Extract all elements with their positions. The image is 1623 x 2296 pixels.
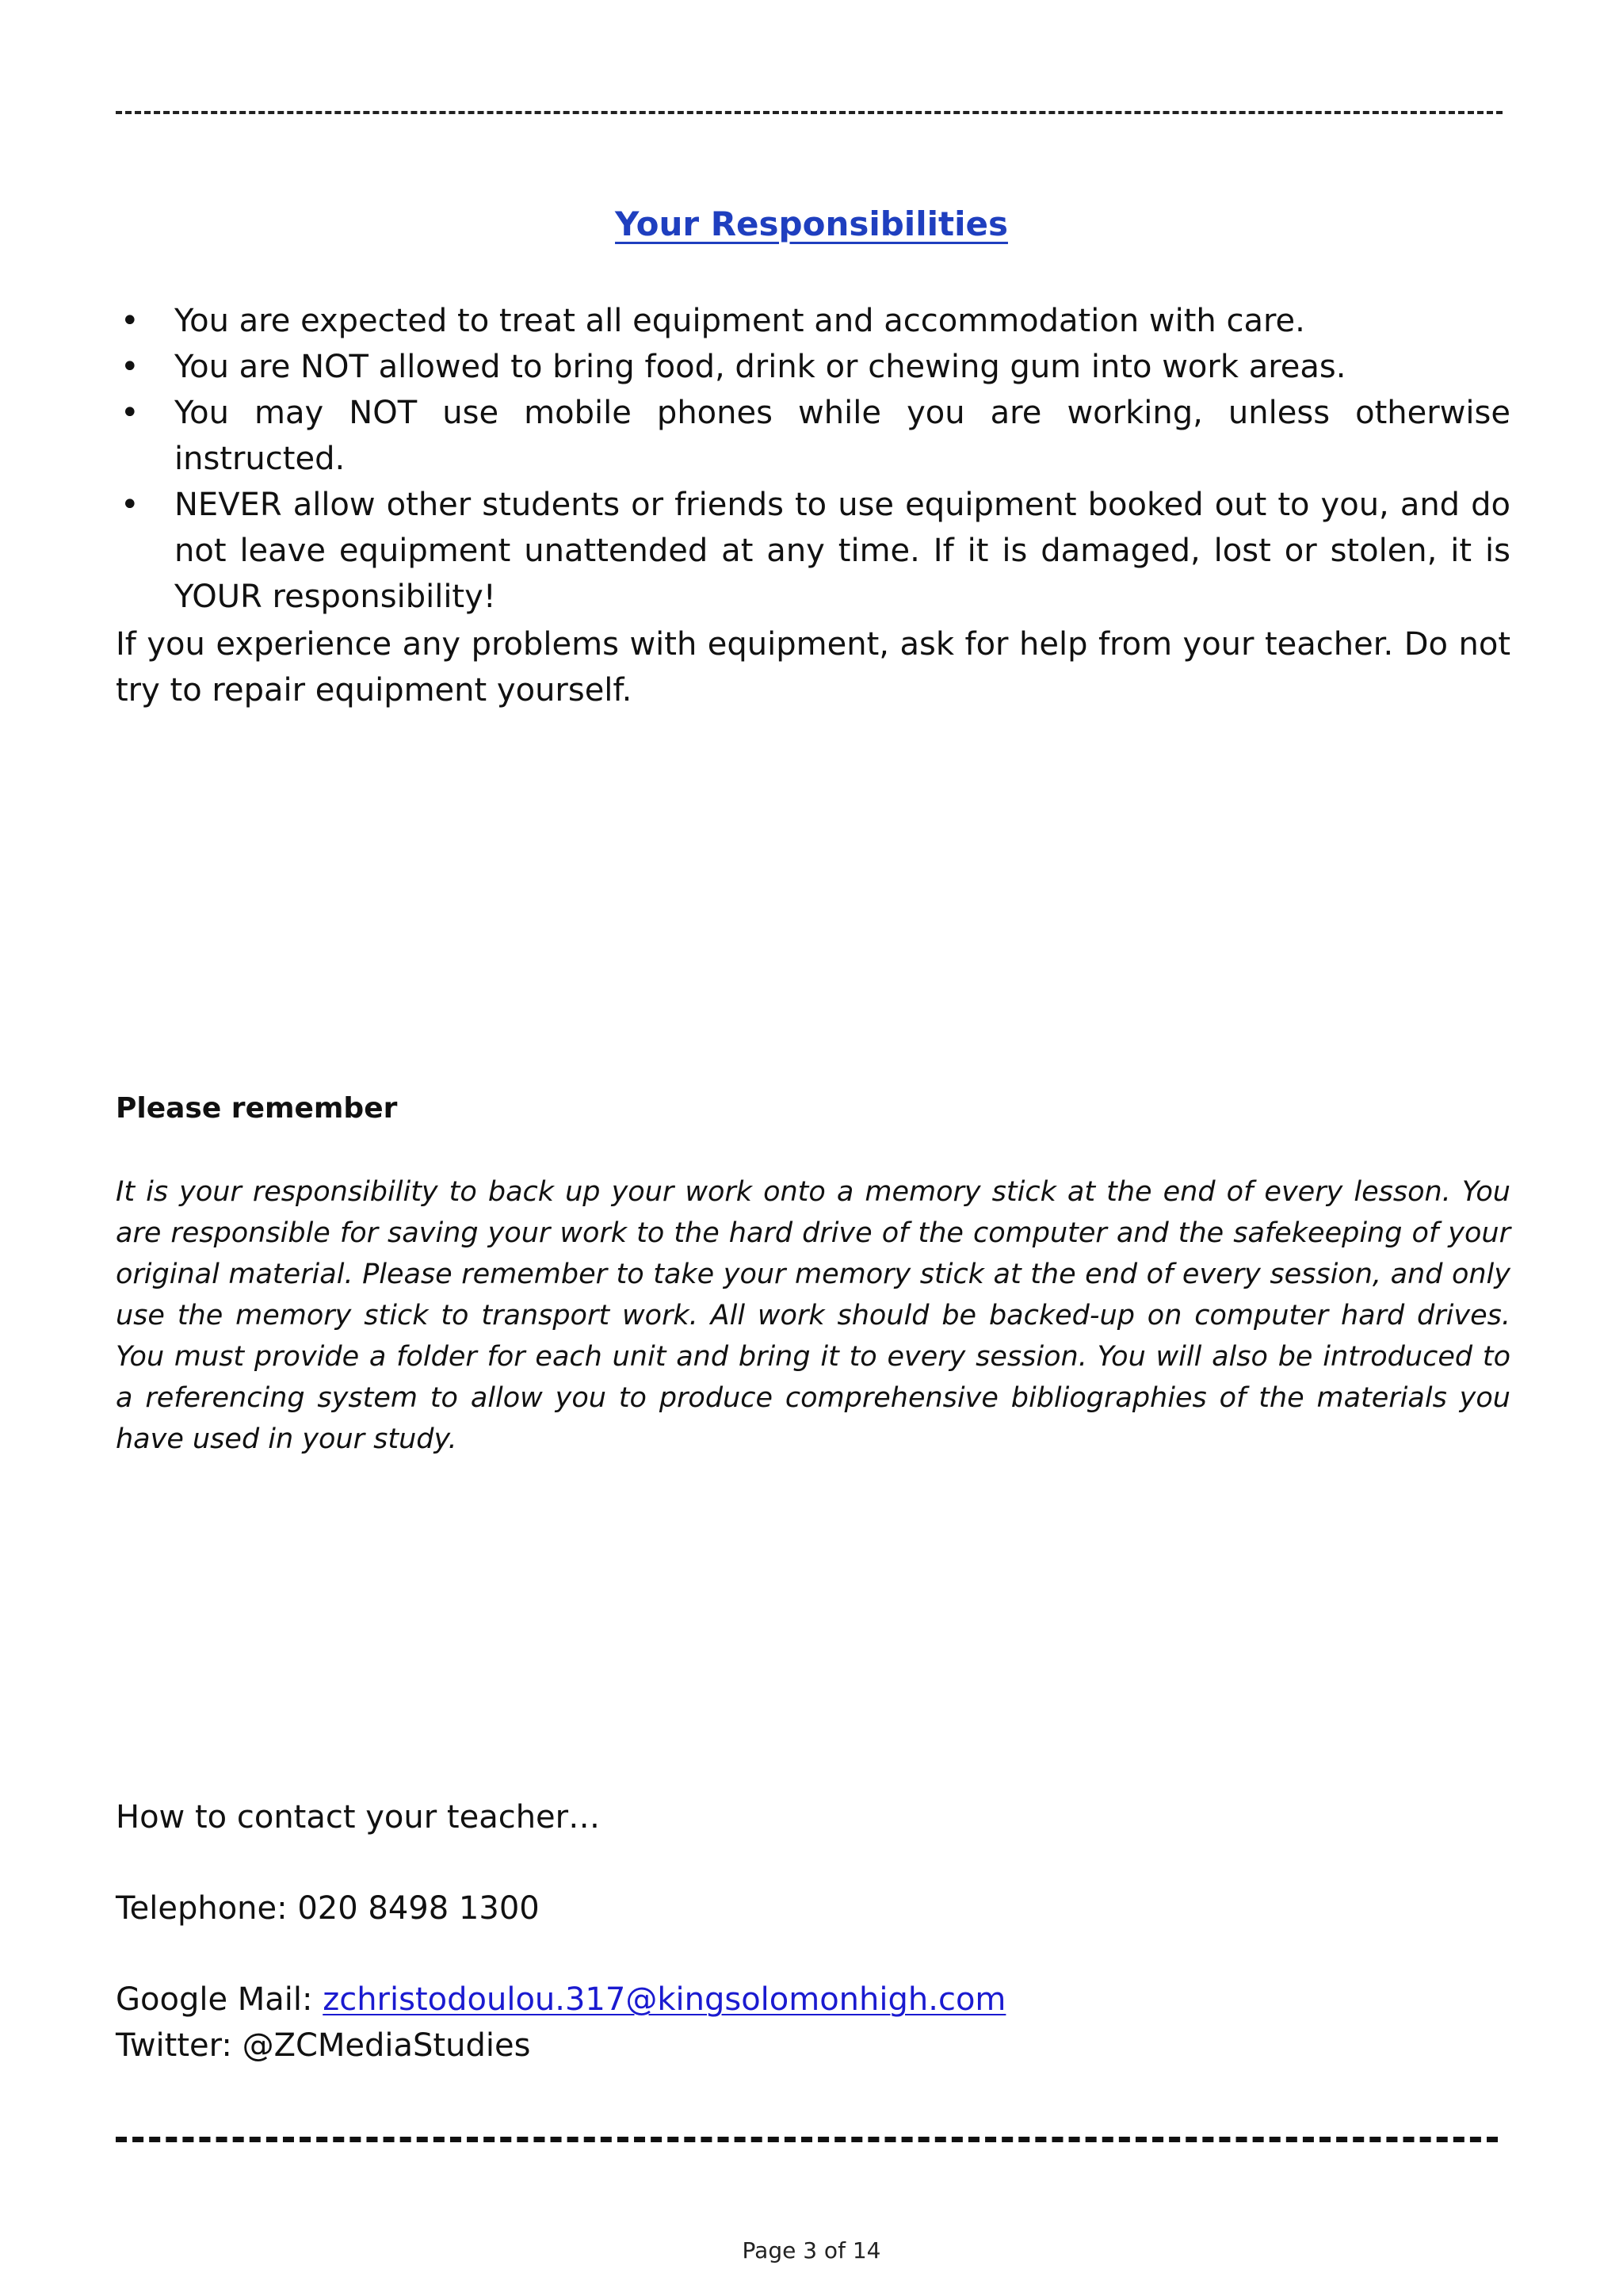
list-item [116, 482, 1510, 620]
bullet-icon: • [120, 303, 139, 339]
bullet-icon: • [120, 349, 139, 385]
bullet-icon: • [120, 395, 139, 431]
email-label: Google Mail: [116, 1981, 313, 2018]
list-item-text: You are NOT allowed to bring food, drink or chewing gum into work areas. [174, 349, 1346, 385]
please-remember-title: Please remember [116, 1092, 398, 1125]
email-line [116, 1981, 1006, 2018]
responsibilities-list [116, 298, 1510, 620]
email-link[interactable]: zchristodoulou.317@kingsolomonhigh.com [323, 1981, 1006, 2018]
contact-intro: How to contact your teacher… [116, 1799, 601, 1836]
list-item [116, 390, 1510, 482]
twitter-line [116, 2027, 530, 2064]
telephone-number: 020 8498 1300 [297, 1890, 540, 1927]
list-item-text: You may NOT use mobile phones while you are working, unless otherwise instructed. [174, 395, 1510, 477]
list-item-text: You are expected to treat all equipment and accommodation with care. [174, 303, 1305, 339]
section-heading: Your Responsibilities [615, 204, 1008, 243]
list-item [116, 344, 1510, 390]
bullet-icon: • [120, 487, 139, 523]
list-item-text: NEVER allow other students or friends to use equipment booked out to you, and do not leave equipment unattended at any time. If it is damaged, lost or stolen, it is YOUR responsibility! [174, 487, 1510, 615]
list-item [116, 298, 1510, 344]
telephone-line [116, 1890, 540, 1927]
page-number: Page 3 of 14 [742, 2237, 881, 2264]
top-dashed-divider [116, 111, 1503, 114]
twitter-label: Twitter: [116, 2027, 232, 2064]
equipment-problems-paragraph: If you experience any problems with equipment, ask for help from your teacher. Do not try to repair equipment yourself. [116, 626, 1510, 709]
bottom-dashed-divider [116, 2137, 1498, 2142]
twitter-handle: @ZCMediaStudies [242, 2027, 531, 2064]
please-remember-body: It is your responsibility to back up your work onto a memory stick at the end of every lesson. You are responsible for saving your work to the hard drive of the computer and the safekeeping of your original material. Please remember to take your memory stick at the end of every session, and only use the memory stick to transport work. All work should be backed-up on computer hard drives. You must provide a folder for each unit and bring it to every session. You will also be introduced to a referencing system to allow you to produce comprehensive bibliographies of the materials you have used in your study. [116, 1176, 1510, 1455]
telephone-label: Telephone: [116, 1890, 288, 1927]
